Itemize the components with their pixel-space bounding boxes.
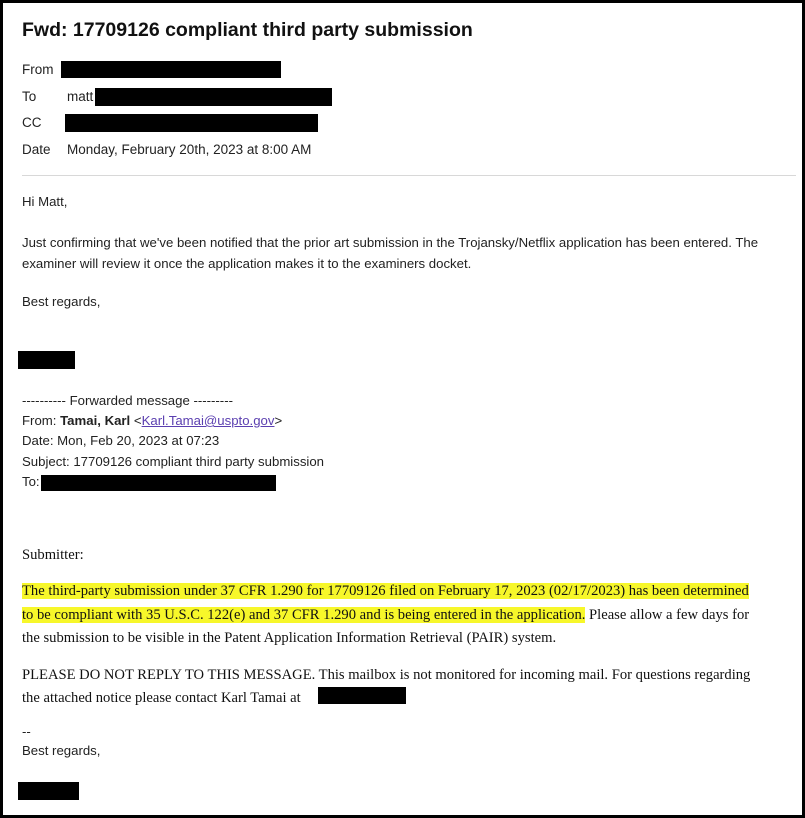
redacted-from xyxy=(61,61,281,78)
to-label: To xyxy=(22,89,37,104)
forwarded-from xyxy=(22,413,282,428)
forwarded-to-label: To: xyxy=(22,474,40,489)
highlighted-text-2: to be compliant with 35 U.S.C. 122(e) and 37 CFR 1.290 and is being entered in the application. xyxy=(22,607,586,623)
highlighted-text-1: The third-party submission under 37 CFR 1.290 for 17709126 filed on February 17, 2023 (02/17/2023) has been determined xyxy=(22,583,749,599)
signature-dashes: -- xyxy=(22,724,31,739)
notice-line-2 xyxy=(22,603,749,628)
cc-label: CC xyxy=(22,115,42,130)
date-value: Monday, February 20th, 2023 at 8:00 AM xyxy=(67,142,312,157)
forwarded-subject: Subject: 17709126 compliant third party submission xyxy=(22,454,325,469)
notice-line-2-rest: Please allow a few days for xyxy=(585,607,750,623)
body-paragraph: Just confirming that we've been notified that the prior art submission in the Trojansky/Netflix application has been entered. The examiner will review it once the application makes it to the examiners docket. xyxy=(22,235,759,271)
submitter-label: Submitter: xyxy=(22,547,84,563)
closing: Best regards, xyxy=(22,294,101,309)
forwarded-separator: ---------- Forwarded message --------- xyxy=(22,393,233,408)
forwarded-from-label: From: xyxy=(22,413,61,428)
redacted-sender-name xyxy=(18,351,75,369)
redacted-forwarded-to xyxy=(41,475,276,491)
from-label: From xyxy=(22,62,54,77)
forwarded-from-email-link[interactable]: Karl.Tamai@uspto.gov xyxy=(141,413,275,428)
notice-line-3: the submission to be visible in the Patent Application Information Retrieval (PAIR) system. xyxy=(22,630,557,646)
date-label: Date xyxy=(22,142,51,157)
redacted-contact xyxy=(318,687,406,704)
email-subject: Fwd: 17709126 compliant third party submission xyxy=(22,19,473,41)
do-not-reply-line-2: the attached notice please contact Karl Tamai at xyxy=(22,690,301,706)
greeting: Hi Matt, xyxy=(22,194,68,209)
forwarded-date: Date: Mon, Feb 20, 2023 at 07:23 xyxy=(22,433,220,448)
header-divider xyxy=(22,175,796,176)
to-value: matt xyxy=(67,89,94,104)
notice-line-1 xyxy=(22,579,749,604)
redacted-cc xyxy=(65,114,318,132)
forwarded-email-close: > xyxy=(274,413,283,428)
forwarded-email-open: < xyxy=(130,413,142,428)
redacted-to xyxy=(95,88,332,106)
signature-closing: Best regards, xyxy=(22,743,101,758)
do-not-reply-line-1: PLEASE DO NOT REPLY TO THIS MESSAGE. This mailbox is not monitored for incoming mail. For questions regarding xyxy=(22,667,751,683)
forwarded-from-name: Tamai, Karl xyxy=(60,413,131,428)
redacted-signature xyxy=(18,782,79,800)
